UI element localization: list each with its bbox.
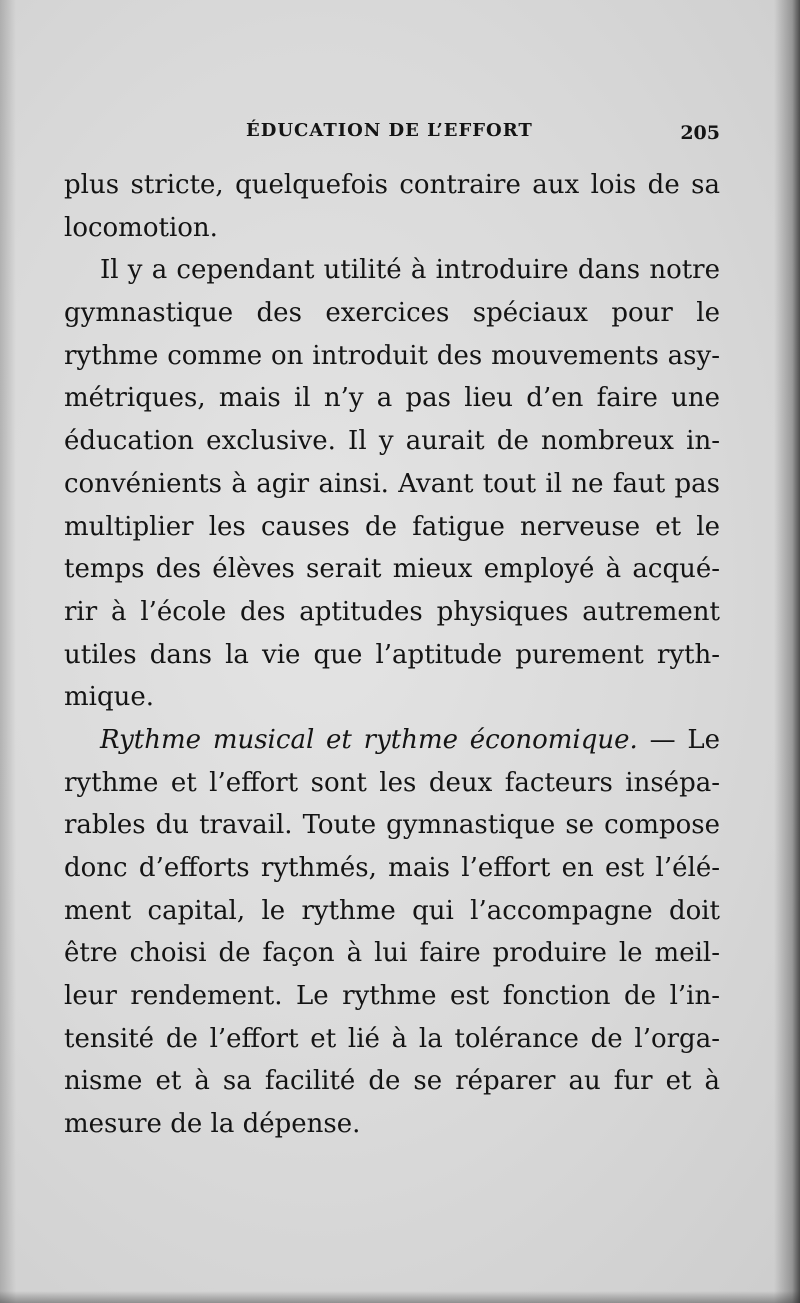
- text-line: être choisi de façon à lui faire produire le meil-: [64, 938, 720, 969]
- page-header: [60, 116, 720, 146]
- text-line: rythme comme on introduit des mouvements asy-: [64, 340, 720, 371]
- text-line: mesure de la dépense.: [64, 1109, 361, 1140]
- text-line: ment capital, le rythme qui l’accompagne doit: [64, 895, 720, 926]
- text-line: rythme et l’effort sont les deux facteurs insépa-: [64, 767, 720, 798]
- text-line: rables du travail. Toute gymnastique se compose: [64, 810, 720, 841]
- text-line: plus stricte, quelquefois contraire aux lois de sa: [64, 170, 720, 200]
- text-line: Il y a cependant utilité à introduire dans notre: [100, 255, 720, 286]
- text-line: mique.: [64, 682, 155, 713]
- text-line: rir à l’école des aptitudes physiques autrement: [64, 596, 720, 627]
- text-line: utiles dans la vie que l’aptitude purement ryth-: [64, 639, 720, 670]
- text-line: métriques, mais il n’y a pas lieu d’en faire une: [64, 383, 720, 414]
- text-line: locomotion.: [64, 212, 218, 243]
- page-right-shadow: [774, 0, 800, 1303]
- running-title: ÉDUCATION DE L’EFFORT: [246, 120, 533, 141]
- text-line: nisme et à sa facilité de se réparer au fur et à: [64, 1066, 720, 1097]
- text-line: donc d’efforts rythmés, mais l’effort en est l’élé-: [64, 853, 720, 883]
- text-line: temps des élèves serait mieux employé à acqué-: [64, 554, 720, 585]
- section-heading-continuation: — Le: [637, 724, 720, 755]
- body-text: [64, 164, 720, 1146]
- section-heading-line: [64, 719, 720, 762]
- section-heading: Rythme musical et rythme économique.: [100, 724, 638, 755]
- page-bottom-shadow: [0, 1291, 800, 1303]
- page-number: 205: [680, 122, 720, 144]
- text-line: éducation exclusive. Il y aurait de nombreux in-: [64, 426, 720, 457]
- page-left-shadow: [0, 0, 16, 1303]
- text-line: tensité de l’effort et lié à la tolérance de l’orga-: [64, 1023, 720, 1054]
- text-line: multiplier les causes de fatigue nerveuse et le: [64, 511, 720, 542]
- text-line: gymnastique des exercices spéciaux pour le: [64, 298, 720, 329]
- text-line: leur rendement. Le rythme est fonction de l’in-: [64, 981, 720, 1012]
- text-line: convénients à agir ainsi. Avant tout il ne faut pas: [64, 468, 720, 499]
